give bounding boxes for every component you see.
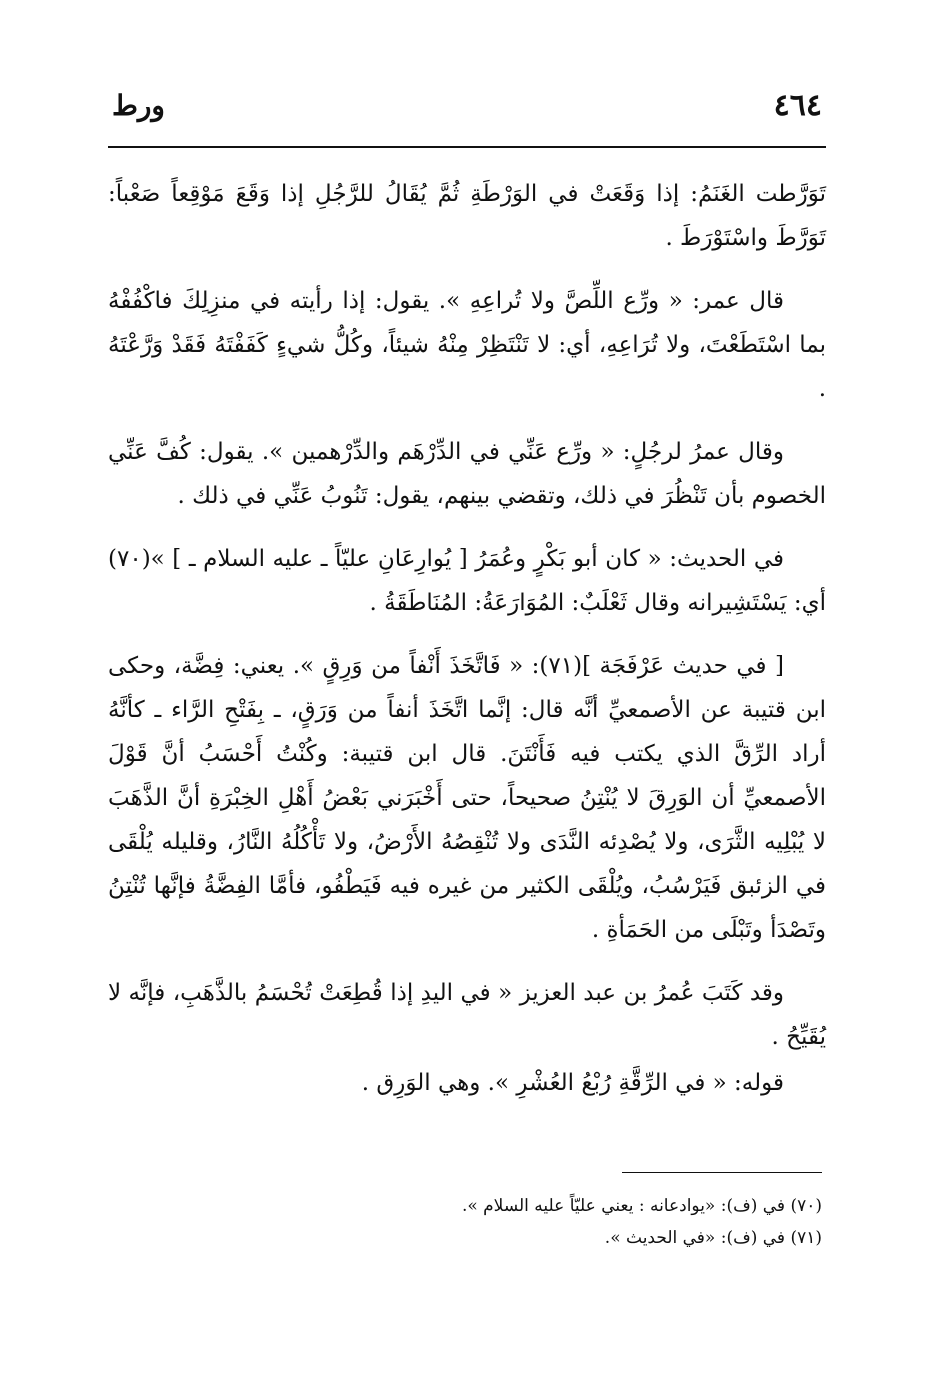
main-text <box>108 172 826 1124</box>
paragraph-4: في الحديث: « كان أبو بَكْرٍ وعُمَرُ [ يُوارِعَانِ عليّاً ـ عليه السلام ـ ] »(٧٠) أي: يَسْتَشِيرانه وقال ثَعْلَبٌ: المُوَارَعَةُ: المُنَاطَقَةُ . <box>108 546 826 616</box>
footnotes <box>108 1190 822 1254</box>
paragraph-1: تَوَرَّطت الغَنَمُ: إذا وَقَعَتْ في الوَرْطَةِ ثُمَّ يُقَالُ للرَّجُلِ إذا وَقَعَ مَوْقِعاً صَعْباً: تَوَرَّطَ واسْتَوْرَطَ . <box>108 181 826 251</box>
paragraph-2: قال عمر: « ورِّع اللِّصَّ ولا تُراعِهِ ». يقول: إذا رأيته في منزِلِكَ فاكْفُفْهُ بما اسْتَطَعْتَ، ولا تُرَاعِهِ، أي: لا تَنْتَظِرْ مِنْهُ شيئاً، وكُلُّ شيءٍ كَفَفْتَهُ فَقَدْ وَرَّعْتَهُ . <box>108 288 826 402</box>
paragraph-6: وقد كَتَبَ عُمرُ بن عبد العزيز « في اليدِ إذا قُطِعَتْ تُحْسَمُ بالذَّهَبِ، فإنَّه لا يُقَيِّحُ . <box>108 980 826 1050</box>
paragraph-3: وقال عمرُ لرجُلٍ: « ورِّع عَنِّي في الدِّرْهَم والدِّرْهمين ». يقول: كُفَّ عَنِّي الخصوم بأن تَنْظُرَ في ذلك، وتقضي بينهم، يقول: تَنُوبُ عَنِّي في ذلك . <box>108 439 826 509</box>
running-head: ورط <box>112 89 165 122</box>
footnote-rule <box>622 1172 822 1173</box>
page-header <box>112 86 822 136</box>
paragraph-7: قوله: « في الرِّقَّةِ رُبْعُ العُشْرِ ». وهي الوَرِق . <box>361 1070 784 1096</box>
footnote-70: (٧٠) في (ف): «يوادعانه : يعني عليّاً عليه السلام ». <box>461 1196 822 1216</box>
paragraph-5: [ في حديث عَرْفَجَة ](٧١): « فَاتَّخَذَ أَنْفاً من وَرِقٍ ». يعني: فِضَّة، وحكى ابن قتيبة عن الأصمعيِّ أنَّه قال: إنَّما اتَّخَذَ أنفاً من وَرَقٍ، ـ بِفَتْحِ الرَّاء ـ كأنَّهُ أراد الرِّقَّ الذي يكتب فيه فَأَنْتَنَ. قال ابن قتيبة: وكُنْتُ أَحْسَبُ أنَّ قَوْلَ الأصمعيِّ أن الوَرِقَ لا يُنْتِنُ صحيحاً، حتى أَخْبَرَني بَعْضُ أَهْلِ الخِبْرَةِ أنَّ الذَّهَبَ لا يُبْلِيه الثَّرَى، ولا يُصْدِئه النَّدَى ولا تُنْقِصُهُ الأَرْضُ، ولا تَأْكُلُهُ النَّارُ، وقليله يُلْقَى في الزئبق فَيَرْسُبُ، ويُلْقَى الكثير من غيره فيه فَيَطْفُو، فأمَّا الفِضَّةُ فإنَّها تُنْتِنُ وتَصْدَأ وتَبْلَى من الحَمَأةِ . <box>108 653 826 943</box>
page-number: ٤٦٤ <box>773 88 822 123</box>
footnote-71: (٧١) في (ف): «في الحديث ». <box>604 1228 822 1248</box>
header-rule <box>108 146 826 148</box>
